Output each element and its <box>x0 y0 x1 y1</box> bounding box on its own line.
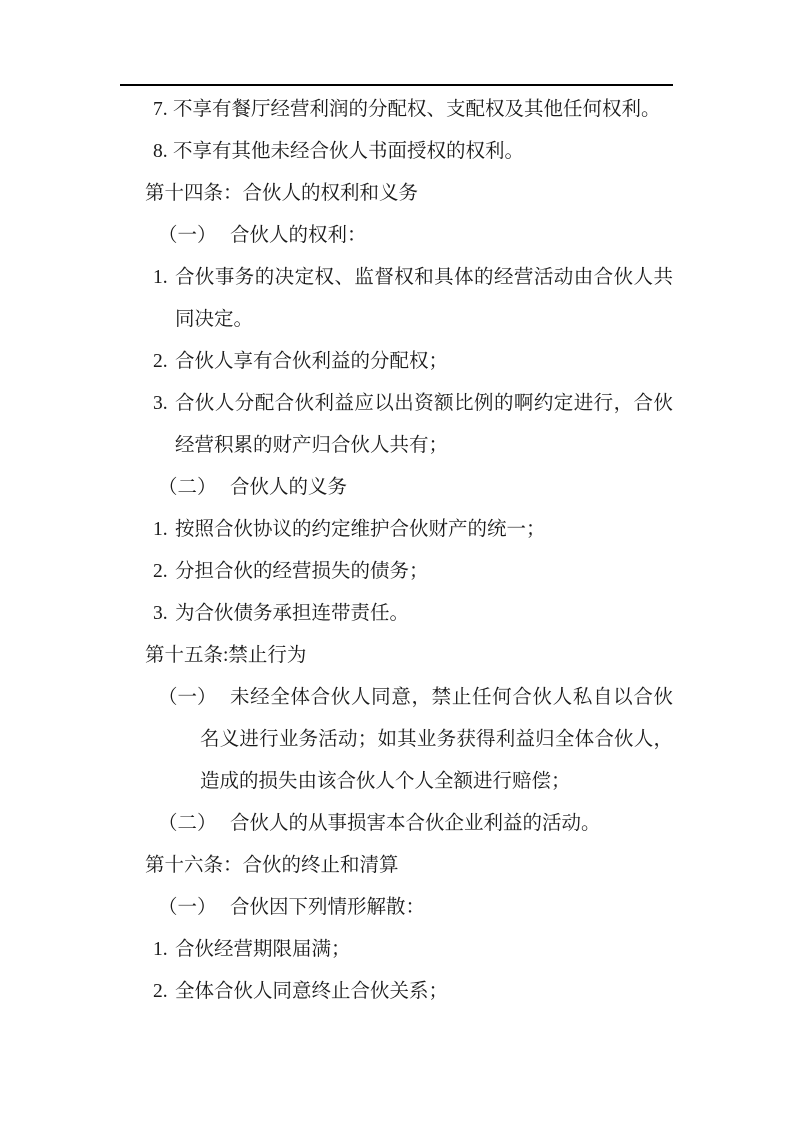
paragraph <box>153 593 673 635</box>
paragraph-label: （一） <box>158 897 217 918</box>
paragraph-text: 为合伙债务承担连带责任。 <box>175 603 410 624</box>
paragraph-text: 按照合伙协议的约定维护合伙财产的统一； <box>175 519 546 540</box>
paragraph <box>153 341 673 383</box>
paragraph <box>145 845 673 887</box>
paragraph <box>153 551 673 593</box>
paragraph-label: （一） <box>158 225 217 246</box>
paragraph-label: 8. <box>153 141 168 162</box>
document-content <box>0 89 793 1013</box>
paragraph <box>158 467 673 509</box>
paragraph-text: 合伙因下列情形解散： <box>230 897 426 918</box>
paragraph <box>158 803 673 845</box>
paragraph-text: 合伙人的权利： <box>230 225 367 246</box>
paragraph-label: 1. <box>153 267 168 288</box>
paragraph-label: （二） <box>158 477 217 498</box>
paragraph-text: 全体合伙人同意终止合伙关系； <box>175 981 449 1002</box>
paragraph-text: 合伙经营期限届满； <box>175 939 351 960</box>
paragraph <box>145 173 673 215</box>
paragraph <box>153 971 673 1013</box>
paragraph-label: 1. <box>153 519 168 540</box>
paragraph <box>153 89 673 131</box>
paragraph-label: 3. <box>153 603 168 624</box>
paragraph <box>153 257 673 341</box>
paragraph-text: 不享有其他未经合伙人书面授权的权利。 <box>173 141 525 162</box>
paragraph-label: （一） <box>158 687 217 708</box>
paragraph-text: 未经全体合伙人同意，禁止任何合伙人私自以合伙名义进行业务活动；如其业务获得利益归全体合伙人，造成的损失由该合伙人个人全额进行赔偿； <box>200 687 673 792</box>
header-rule-line <box>120 84 673 86</box>
paragraph-label: 3. <box>153 393 168 414</box>
paragraph-label: 2. <box>153 351 168 372</box>
paragraph-text: 合伙人分配合伙利益应以出资额比例的啊约定进行，合伙经营积累的财产归合伙人共有； <box>175 393 673 456</box>
paragraph <box>153 509 673 551</box>
paragraph <box>153 131 673 173</box>
paragraph <box>153 929 673 971</box>
paragraph-text: 第十五条:禁止行为 <box>145 645 307 666</box>
paragraph-text: 合伙人的从事损害本合伙企业利益的活动。 <box>230 813 601 834</box>
paragraph-label: 1. <box>153 939 168 960</box>
paragraph-label: 2. <box>153 981 168 1002</box>
paragraph-text: 第十四条：合伙人的权利和义务 <box>145 183 419 204</box>
paragraph-text: 合伙事务的决定权、监督权和具体的经营活动由合伙人共同决定。 <box>175 267 673 330</box>
paragraph-text: 分担合伙的经营损失的债务； <box>175 561 429 582</box>
paragraph <box>158 887 673 929</box>
paragraph-text: 第十六条：合伙的终止和清算 <box>145 855 399 876</box>
paragraph-label: 7. <box>153 99 168 120</box>
paragraph-label: 2. <box>153 561 168 582</box>
paragraph <box>158 677 673 803</box>
paragraph-text: 合伙人的义务 <box>230 477 348 498</box>
paragraph-text: 不享有餐厅经营利润的分配权、支配权及其他任何权利。 <box>173 99 661 120</box>
paragraph <box>158 215 673 257</box>
paragraph-label: （二） <box>158 813 217 834</box>
paragraph-text: 合伙人享有合伙利益的分配权； <box>175 351 449 372</box>
paragraph <box>153 383 673 467</box>
paragraph <box>145 635 673 677</box>
